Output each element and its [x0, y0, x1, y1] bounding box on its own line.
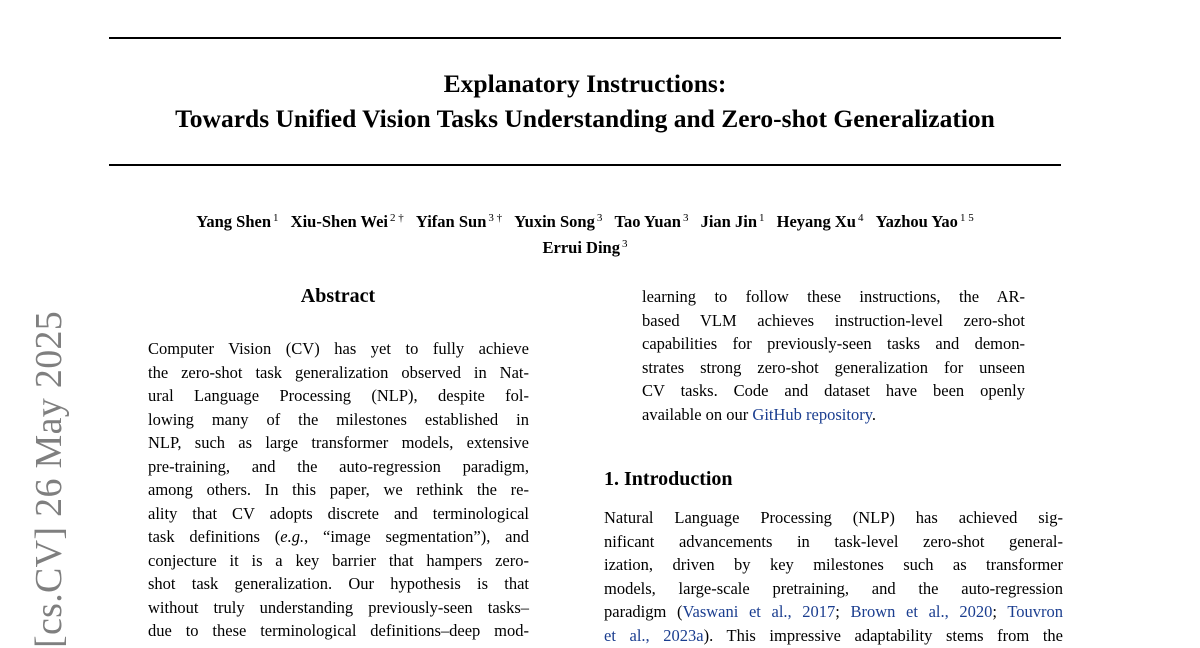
text-line: available on our GitHub repository.	[642, 404, 877, 424]
title-top-rule	[109, 37, 1061, 39]
author: Yifan Sun $^{3 \dagger}$	[415, 212, 503, 231]
text-line: learning to follow these instructions, the AR-	[642, 287, 1025, 306]
paper-title	[109, 66, 1061, 136]
citation-link[interactable]: Vaswani et al., 2017	[682, 602, 836, 621]
text-line: without truly understanding previously-seen tasks–	[148, 597, 529, 617]
text-line: capabilities for previously-seen tasks and demon-	[642, 334, 1025, 353]
abstract-heading: Abstract	[300, 285, 376, 307]
text-line: paradigm (Vaswani et al., 2017; Brown et al., 2020; Touvron	[604, 602, 1063, 621]
author: Tao Yuan $^3$	[614, 212, 689, 231]
text-line: task definitions (e.g., “image segmentation”), and	[148, 527, 529, 546]
text-line: shot task generalization. Our hypothesis is that	[148, 574, 529, 593]
text-line: CV tasks. Code and dataset have been openly	[642, 381, 1025, 400]
text-line: NLP, such as large transformer models, extensive	[148, 433, 529, 452]
text-line: the zero-shot task generalization observed in Nat-	[148, 362, 529, 382]
author: Jian Jin $^1$	[700, 212, 765, 231]
title-line-2: Towards Unified Vision Tasks Understanding and Zero-shot Generalization	[175, 104, 995, 133]
github-repository-link[interactable]: GitHub repository	[752, 404, 872, 424]
text-line: conjecture it is a key barrier that hampers zero-	[148, 550, 529, 570]
citation-link[interactable]: et al., 2023a	[604, 625, 704, 645]
text-line: lowing many of the milestones established in	[148, 409, 529, 429]
author: Yuxin Song $^3$	[514, 212, 603, 231]
arxiv-stamp: [cs.CV] 26 May 2025	[28, 310, 70, 648]
text-line: due to these terminological definitions–deep mod-	[148, 621, 529, 640]
abstract-text-right	[642, 285, 1025, 426]
introduction-heading: 1. Introduction	[604, 468, 733, 490]
text-line: strates strong zero-shot generalization for unseen	[642, 357, 1025, 377]
text-line: based VLM achieves instruction-level zero-shot	[642, 310, 1025, 330]
citation-link[interactable]: Brown et al., 2020	[850, 602, 993, 621]
text-line: Natural Language Processing (NLP) has achieved sig-	[604, 508, 1063, 527]
author: Errui Ding $^3$	[542, 238, 628, 257]
citation-link[interactable]: Touvron	[1007, 602, 1063, 621]
introduction-text	[604, 506, 1063, 647]
title-line-1: Explanatory Instructions:	[443, 69, 727, 98]
text-line: Computer Vision (CV) has yet to fully achieve	[148, 339, 529, 358]
author: Xiu-Shen Wei $^{2 \dagger}$	[290, 212, 404, 231]
text-line: models, large-scale pretraining, and the auto-regression	[604, 578, 1063, 598]
text-line: among others. In this paper, we rethink the re-	[148, 480, 529, 499]
title-bottom-rule	[109, 164, 1061, 166]
author-list	[100, 207, 1070, 259]
text-line: ality that CV adopts discrete and terminological	[148, 503, 529, 523]
author: Heyang Xu $^4$	[776, 212, 864, 231]
text-line: ization, driven by key milestones such as transformer	[604, 555, 1063, 574]
text-line: ural Language Processing (NLP), despite fol-	[148, 386, 529, 405]
text-line: pre-training, and the auto-regression paradigm,	[148, 456, 529, 476]
text-line: et al., 2023a). This impressive adaptability stems from the	[604, 625, 1063, 645]
author: Yang Shen $^1$	[196, 212, 279, 231]
text-line: nificant advancements in task-level zero-shot general-	[604, 531, 1063, 551]
abstract-text-left	[148, 337, 529, 643]
author: Yazhou Yao $^{1 5}$	[875, 212, 974, 231]
